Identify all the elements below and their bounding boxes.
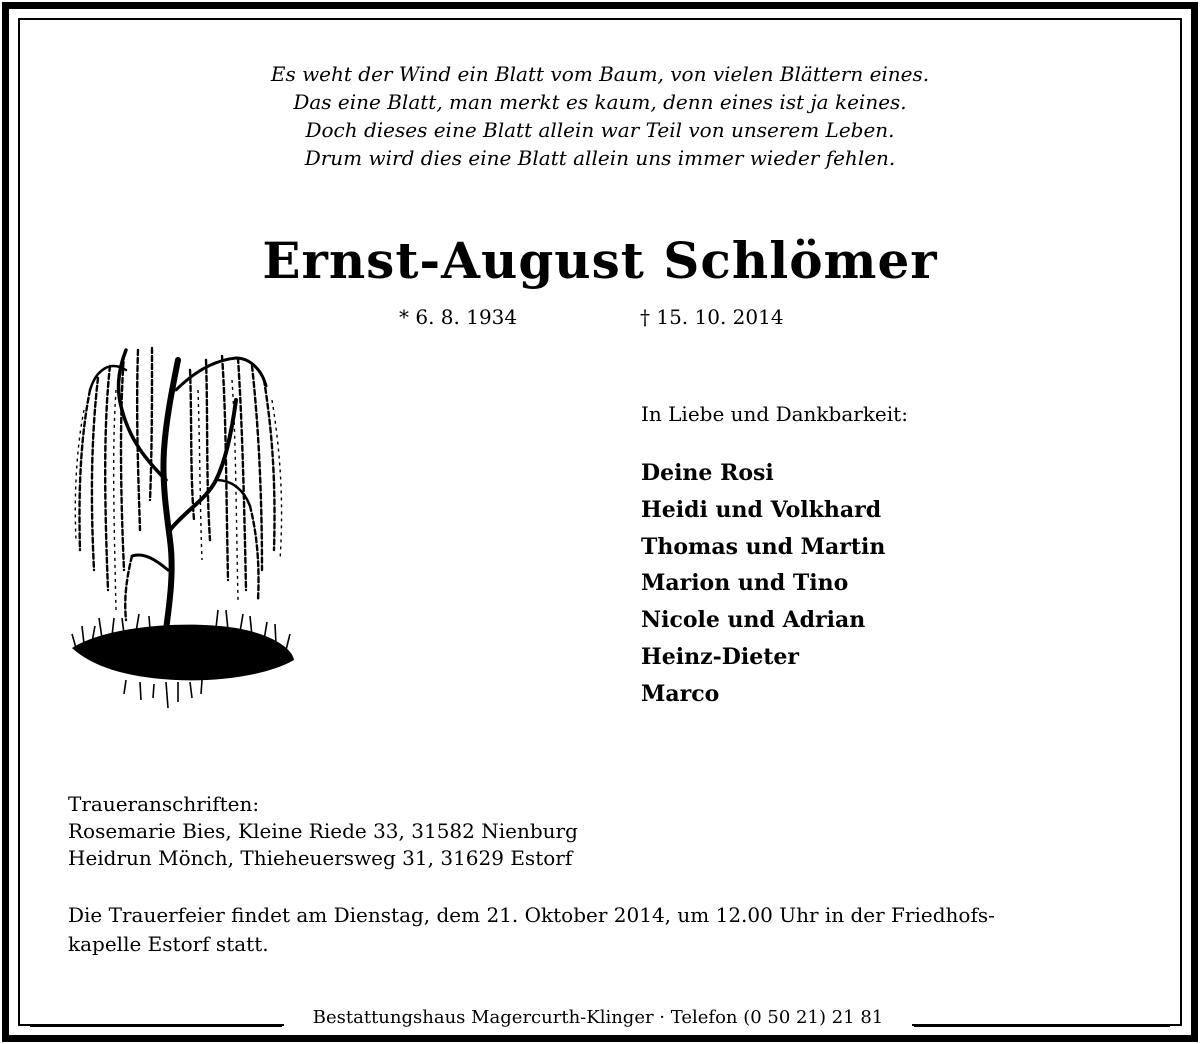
mourners-list <box>641 455 885 713</box>
funeral-service-notice <box>68 901 1138 959</box>
footer-rule <box>914 1024 1170 1027</box>
poem-line: Das eine Blatt, man merkt es kaum, denn eines ist ja keines. <box>293 90 907 114</box>
address-line: Heidrun Mönch, Thieheuersweg 31, 31629 Estorf <box>68 846 573 870</box>
funeral-home-footer: Bestattungshaus Magercurth-Klinger · Telefon (0 50 21) 21 81 <box>284 1005 912 1031</box>
service-line: kapelle Estorf statt. <box>68 932 269 956</box>
weeping-willow-icon <box>66 330 302 716</box>
address-line: Rosemarie Bies, Kleine Riede 33, 31582 Nienburg <box>68 819 578 843</box>
mourner-name: Marion und Tino <box>641 570 849 597</box>
service-line: Die Trauerfeier findet am Dienstag, dem 21. Oktober 2014, um 12.00 Uhr in der Friedhofs- <box>68 903 995 927</box>
poem-line: Es weht der Wind ein Blatt vom Baum, von vielen Blättern eines. <box>270 62 930 86</box>
mourner-name: Heidi und Volkhard <box>641 496 882 523</box>
mourner-name: Thomas und Martin <box>641 533 886 560</box>
addresses-heading: Traueranschriften: <box>68 792 260 816</box>
poem <box>0 60 1200 172</box>
poem-line: Doch dieses eine Blatt allein war Teil von unserem Leben. <box>305 118 895 142</box>
mourner-name: Heinz-Dieter <box>641 643 799 670</box>
condolence-addresses <box>68 791 578 872</box>
poem-line: Drum wird dies eine Blatt allein uns immer wieder fehlen. <box>304 146 896 170</box>
mourner-name: Deine Rosi <box>641 460 774 486</box>
deceased-name: Ernst-August Schlömer <box>262 231 938 290</box>
mourner-name: Nicole und Adrian <box>641 607 866 634</box>
footer-rule <box>30 1024 282 1027</box>
death-date: † 15. 10. 2014 <box>640 305 784 329</box>
dedication-text: In Liebe und Dankbarkeit: <box>641 402 908 426</box>
mourner-name: Marco <box>641 680 720 707</box>
birth-date: * 6. 8. 1934 <box>399 305 518 329</box>
